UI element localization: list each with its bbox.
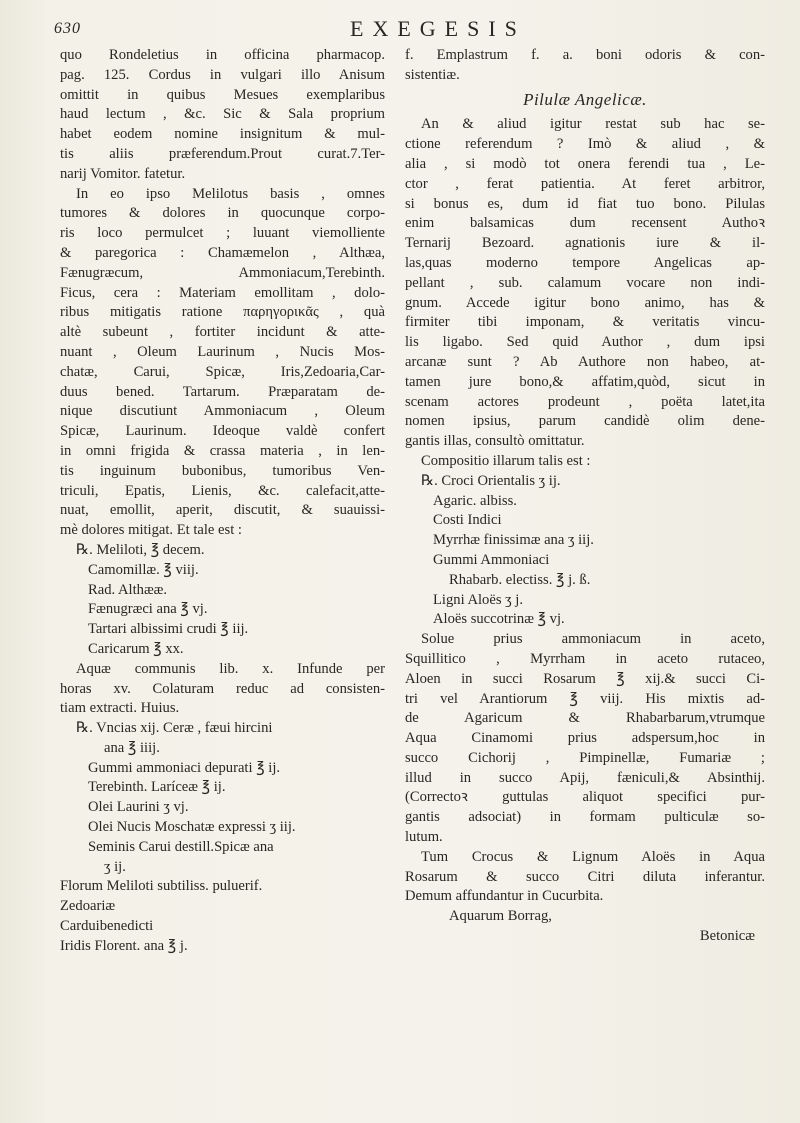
text-line: Aloen in succi Rosarum ℥ xij.& succi Ci- — [405, 670, 765, 687]
right-column — [405, 46, 765, 947]
text-line: Fænugræcum, Ammoniacum,Terebinth. — [60, 264, 385, 281]
text-line: & paregorica : Chamæmelon , Althæa, — [60, 244, 385, 261]
text-line: tis inguinum bubonibus, tumoribus Ven- — [60, 462, 385, 479]
recipe-line: Gummi Ammoniaci — [433, 551, 550, 568]
text-line: tamen jure bono,& affatim,quòd, sicut in — [405, 373, 765, 390]
recipe-line: Gummi ammoniaci depurati ℥ ij. — [88, 759, 281, 776]
text-line: scenam actores prodeunt , poëta latet,ita — [405, 393, 765, 410]
text-line: Demum affundantur in Cucurbita. — [405, 888, 604, 905]
recipe-line: Rhabarb. electiss. ℥ j. ß. — [449, 571, 591, 588]
text-line: lis ligabo. Sed quid Author , dum ipsi — [405, 334, 765, 351]
page-number: 630 — [54, 20, 81, 37]
text-line: nuat, emollit, aperit, discutit, & suauissi- — [60, 502, 385, 519]
text-line: (Correctoꝛ guttulas aliquot specifici pur- — [405, 789, 765, 806]
text-line: arcanæ sunt ? Ab Authore non habeo, at- — [405, 353, 765, 370]
recipe-line: Florum Meliloti subtiliss. puluerif. — [60, 878, 263, 895]
text-line: si bonus es, dum id fiat tuo bono. Pilulas — [405, 195, 765, 212]
text-line: Ternarij Bezoard. agnationis iure & il- — [405, 235, 765, 252]
text-line: ris loco permulcet ; luuant viemolliente — [60, 225, 385, 242]
text-line: narij Vomitor. fatetur. — [60, 165, 186, 182]
recipe-line: Caricarum ℥ xx. — [88, 640, 184, 657]
text-line: nique discutiunt Ammoniacum , Oleum — [60, 403, 385, 420]
recipe-line: Olei Laurini ʒ vj. — [88, 799, 189, 816]
text-line: pellant , sub. calamum vocare non indi- — [405, 274, 765, 291]
recipe-line: Aloës succotrinæ ℥ vj. — [433, 611, 565, 628]
recipe-line: Camomillæ. ℥ viij. — [88, 561, 199, 578]
text-line: ctor , ferat patientia. At feret arbitror, — [405, 175, 765, 192]
recipe-line: Fænugræci ana ℥ vj. — [88, 601, 208, 618]
recipe-line: ℞. Meliloti, ℥ decem. — [76, 541, 205, 558]
text-line: haud lectum , &c. Sic & Sala proprium — [60, 106, 385, 123]
text-line: altè subeunt , fortiter incidunt & atte- — [60, 324, 385, 341]
text-line: Aquarum Borrag, — [449, 908, 552, 925]
left-column — [60, 46, 385, 957]
text-line: gnum. Accede igitur bono animo, has & — [405, 294, 765, 311]
text-line: omittit in quibus Mesues exemplaribus — [60, 86, 385, 103]
recipe-line: Costi Indici — [433, 512, 502, 529]
text-line: Ficus, cera : Materiam emollitam , dolo- — [60, 284, 385, 301]
text-line: firmiter tibi imponam, & veritatis vincu- — [405, 314, 765, 331]
text-line: triculi, Epatis, Lienis, &c. calefacit,atte- — [60, 482, 385, 499]
text-line: Solue prius ammoniacum in aceto, — [421, 631, 765, 648]
text-line: horas xv. Colaturam reduc ad consisten- — [60, 680, 385, 697]
running-head: EXEGESIS — [350, 16, 526, 41]
recipe-line: Ligni Aloës ʒ j. — [433, 591, 523, 608]
text-line: gantis illas, consultò omittatur. — [405, 433, 585, 450]
text-line: gantis adsociat) in formam pulticulæ so- — [405, 809, 765, 826]
text-line: Aqua Cinamomi prius adspersum,hoc in — [405, 730, 765, 747]
text-line: nuant , Oleum Laurinum , Nucis Mos- — [60, 343, 385, 360]
recipe-line: ʒ ij. — [104, 858, 126, 875]
text-line: Compositio illarum talis est : — [421, 452, 591, 469]
text-line: in omni frigida & crassa materia , in len- — [60, 442, 385, 459]
page-header — [50, 14, 770, 44]
recipe-line: Agaric. albiss. — [433, 492, 517, 509]
text-line: pag. 125. Cordus in vulgari illo Anisum — [60, 66, 385, 83]
text-line: An & aliud igitur restat sub hac se- — [421, 116, 765, 133]
text-line: mè dolores mitigat. Et tale est : — [60, 522, 242, 539]
text-line: ribus mitigatis ratione παρηγορικᾶς , quà — [60, 304, 385, 321]
recipe-line: Tartari albissimi crudi ℥ iij. — [88, 621, 249, 638]
text-line: nomen ipsius, parum candidè olim dene- — [405, 413, 765, 430]
text-line: Spicæ, Laurinum. Ideoque valdè confert — [60, 423, 385, 440]
text-line: f. Emplastrum f. a. boni odoris & con- — [405, 47, 765, 63]
text-line: quo Rondeletius in officina pharmacop. — [60, 47, 385, 63]
recipe-line: ℞. Croci Orientalis ʒ ij. — [421, 472, 561, 489]
recipe-line: Zedoariæ — [60, 898, 116, 915]
text-line: Squillitico , Myrrham in aceto rutaceo, — [405, 650, 765, 667]
text-line: sistentiæ. — [405, 66, 460, 83]
recipe-line: ana ℥ iiij. — [104, 739, 160, 756]
text-line: tumores & dolores in quocunque corpo- — [60, 205, 385, 222]
recipe-line: Seminis Carui destill.Spicæ ana — [88, 838, 274, 855]
text-line: Tum Crocus & Lignum Aloës in Aqua — [421, 848, 765, 865]
text-line: Rosarum & succo Citri diluta inferantur. — [405, 868, 765, 885]
recipe-line: Myrrhæ finissimæ ana ʒ iij. — [433, 532, 594, 549]
recipe-line: Iridis Florent. ana ℥ j. — [60, 937, 188, 954]
recipe-line: Olei Nucis Moschatæ expressi ʒ iij. — [88, 819, 296, 836]
text-line: ctione referendum ? Imò & aliud , & — [405, 136, 765, 153]
text-line: enim balsamicas dum recensent Authoꝛ — [405, 215, 765, 232]
text-line: duus bened. Tartarum. Præparatam de- — [60, 383, 385, 400]
text-line: lutum. — [405, 829, 443, 846]
text-line: tiam extracti. Huius. — [60, 700, 180, 717]
text-line: In eo ipso Melilotus basis , omnes — [76, 185, 385, 202]
text-line: alia , si modò tot onera ferendi tua , Le- — [405, 155, 765, 172]
section-heading: Pilulæ Angelicæ. — [523, 89, 647, 109]
text-line: chatæ, Carui, Spicæ, Iris,Zedoaria,Car- — [60, 363, 385, 380]
text-line: Aquæ communis lib. x. Infunde per — [76, 660, 385, 677]
catchword: Betonicæ — [699, 928, 755, 945]
text-line: succo Cichorij , Pimpinellæ, Fumariæ ; — [405, 749, 765, 766]
recipe-line: ℞. Vncias xij. Ceræ , fæui hircini — [76, 720, 273, 737]
recipe-line: Terebinth. Laríceæ ℥ ij. — [88, 779, 226, 796]
text-line: habet eodem nomine insignitum & mul- — [60, 126, 385, 143]
text-line: las,quas moderno tempore Angelicas ap- — [405, 254, 765, 271]
text-line: tri vel Arantiorum ℥ viij. His mixtis ad- — [405, 690, 765, 707]
recipe-line: Carduibenedicti — [60, 918, 154, 935]
text-line: de Agaricum & Rhabarbarum,vtrumque — [405, 710, 765, 727]
text-line: tis aliis præferendum.Prout curat.7.Ter- — [60, 145, 385, 162]
text-line: illud in succo Apij, fæniculi,& Absinthij. — [405, 769, 765, 786]
recipe-line: Rad. Althææ. — [88, 581, 168, 598]
